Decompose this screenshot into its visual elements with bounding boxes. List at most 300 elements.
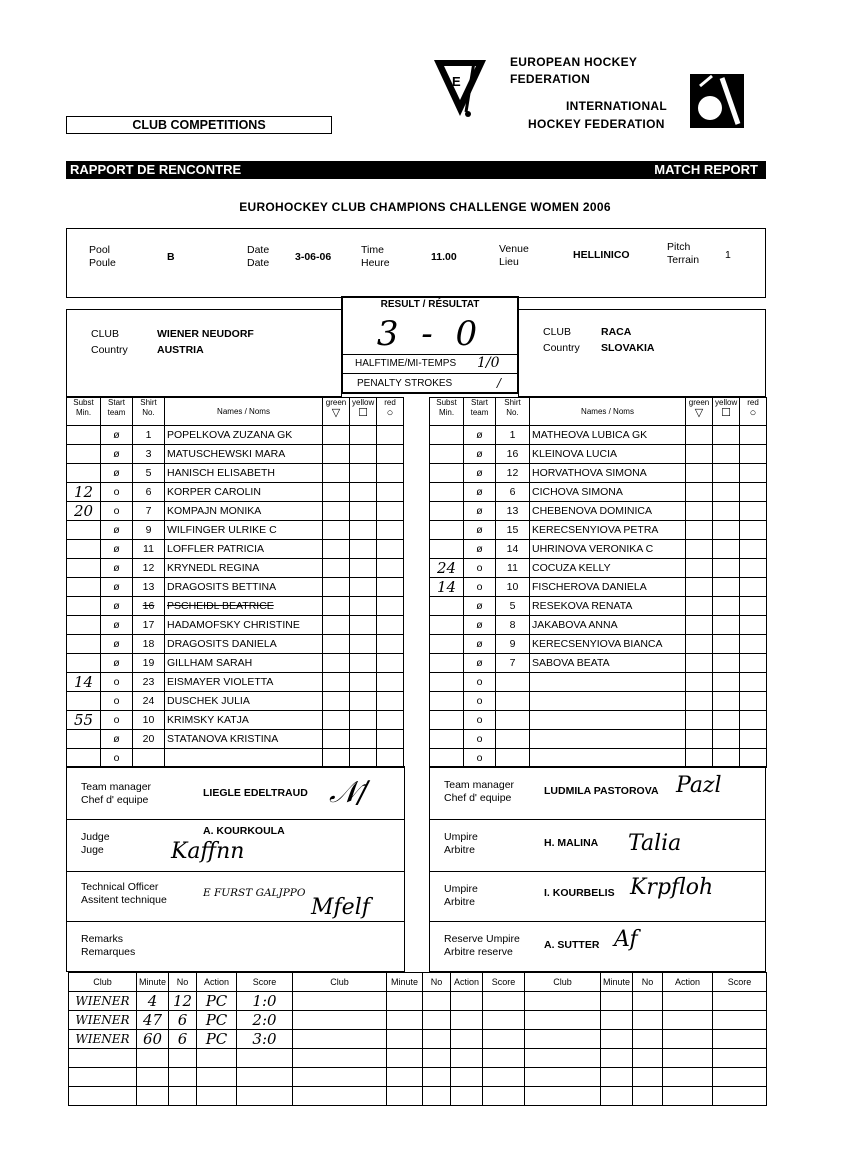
start-header: Start team xyxy=(464,398,496,426)
goal-action-cell xyxy=(197,1087,237,1106)
green-card-cell[interactable] xyxy=(686,730,713,749)
shirt-number: 20 xyxy=(133,730,165,749)
player-name: KRIMSKY KATJA xyxy=(165,711,323,730)
goal-club-cell xyxy=(525,1068,601,1087)
match-info-box xyxy=(66,228,766,298)
subst-minute xyxy=(430,426,464,445)
subst-minute xyxy=(67,426,101,445)
player-name: POPELKOVA ZUZANA GK xyxy=(165,426,323,445)
table-row xyxy=(430,711,767,730)
goal-action-cell xyxy=(451,1011,483,1030)
green-card-cell[interactable] xyxy=(323,502,350,521)
table-row xyxy=(67,730,404,749)
goal-no-cell xyxy=(169,1087,197,1106)
goal-action-cell xyxy=(197,1049,237,1068)
technical-officer-signature: Mfelf xyxy=(311,895,370,920)
names-header: Names / Noms xyxy=(165,398,323,426)
goal-club-cell xyxy=(525,992,601,1011)
subst-minute xyxy=(67,464,101,483)
goal-minute-cell xyxy=(601,1068,633,1087)
goal-row xyxy=(69,992,767,1011)
shirt-number: 13 xyxy=(496,502,530,521)
goal-row xyxy=(69,1030,767,1049)
club-competitions-label: CLUB COMPETITIONS xyxy=(66,116,332,134)
subst-minute xyxy=(430,673,464,692)
goal-club-cell xyxy=(293,1011,387,1030)
goal-score-cell xyxy=(713,1011,767,1030)
rapport-label: RAPPORT DE RENCONTRE xyxy=(70,162,242,177)
subst-minute: 24 xyxy=(430,559,464,578)
player-name: WILFINGER ULRIKE C xyxy=(165,521,323,540)
goal-score-cell xyxy=(483,1030,525,1049)
red-card-cell[interactable] xyxy=(377,597,404,616)
goal-club-cell xyxy=(69,1068,137,1087)
goal-action-cell: PC xyxy=(197,992,237,1011)
red-card-cell[interactable] xyxy=(740,616,767,635)
shirt-number xyxy=(133,749,165,768)
green-card-cell[interactable] xyxy=(323,692,350,711)
red-card-cell[interactable] xyxy=(377,445,404,464)
red-card-cell[interactable] xyxy=(740,445,767,464)
table-row xyxy=(67,673,404,692)
shirt-number: 13 xyxy=(133,578,165,597)
player-name: FISCHEROVA DANIELA xyxy=(530,578,686,597)
yellow-card-cell[interactable] xyxy=(350,426,377,445)
shirt-number xyxy=(496,692,530,711)
umpire2-value: I. KOURBELIS xyxy=(544,887,615,899)
green-card-cell[interactable] xyxy=(686,635,713,654)
yellow-card-cell[interactable] xyxy=(713,426,740,445)
start-team-mark: ø xyxy=(101,578,133,597)
red-card-cell[interactable] xyxy=(377,749,404,768)
goal-score-cell xyxy=(483,1011,525,1030)
yellow-card-cell[interactable] xyxy=(350,711,377,730)
green-card-cell[interactable] xyxy=(686,616,713,635)
time-value: 11.00 xyxy=(431,251,457,263)
player-name xyxy=(165,749,323,768)
start-team-mark: ø xyxy=(464,445,496,464)
subst-minute xyxy=(67,540,101,559)
player-name: RESEKOVA RENATA xyxy=(530,597,686,616)
red-card-cell[interactable] xyxy=(740,635,767,654)
table-row xyxy=(430,521,767,540)
subst-minute xyxy=(67,635,101,654)
goal-minute-cell xyxy=(601,1087,633,1106)
subst-minute xyxy=(67,654,101,673)
red-card-cell[interactable] xyxy=(740,502,767,521)
player-name xyxy=(530,711,686,730)
green-card-cell[interactable] xyxy=(323,559,350,578)
goal-club-cell xyxy=(293,1068,387,1087)
pool-value: B xyxy=(167,251,175,263)
yellow-card-cell[interactable] xyxy=(350,597,377,616)
yellow-card-cell[interactable] xyxy=(713,464,740,483)
yellow-card-cell[interactable] xyxy=(713,540,740,559)
yellow-card-cell[interactable] xyxy=(350,635,377,654)
goal-club-cell xyxy=(293,992,387,1011)
judge-signature: Kaffnn xyxy=(171,839,245,864)
green-card-cell[interactable] xyxy=(323,426,350,445)
red-card-cell[interactable] xyxy=(377,578,404,597)
start-team-mark: o xyxy=(464,711,496,730)
player-name: KERECSENYIOVA BIANCA xyxy=(530,635,686,654)
red-card-cell[interactable] xyxy=(740,654,767,673)
red-card-cell[interactable] xyxy=(740,483,767,502)
goal-no-cell xyxy=(633,1049,663,1068)
yellow-card-cell[interactable] xyxy=(350,749,377,768)
green-card-cell[interactable] xyxy=(686,673,713,692)
fih-name-line1: INTERNATIONAL xyxy=(566,99,668,113)
subst-minute xyxy=(430,654,464,673)
goal-action-cell xyxy=(663,1068,713,1087)
yellow-card-cell[interactable] xyxy=(713,445,740,464)
yellow-card-cell[interactable] xyxy=(350,616,377,635)
goals-header-score: Score xyxy=(237,973,293,992)
goal-action-cell: PC xyxy=(197,1030,237,1049)
yellow-card-cell[interactable] xyxy=(350,578,377,597)
red-card-cell[interactable] xyxy=(377,673,404,692)
player-name: EISMAYER VIOLETTA xyxy=(165,673,323,692)
red-card-cell[interactable] xyxy=(377,502,404,521)
shirt-number: 11 xyxy=(133,540,165,559)
player-name: CICHOVA SIMONA xyxy=(530,483,686,502)
table-row xyxy=(67,749,404,768)
start-team-mark: o xyxy=(101,711,133,730)
subst-minute xyxy=(430,445,464,464)
red-card-cell[interactable] xyxy=(377,540,404,559)
technical-officer-label: Technical Officer Assitent technique xyxy=(81,881,167,906)
subst-minute xyxy=(67,578,101,597)
goal-minute-cell: 4 xyxy=(137,992,169,1011)
yellow-card-cell[interactable] xyxy=(350,730,377,749)
subst-minute xyxy=(67,559,101,578)
home-manager-signature: 𝒩/ xyxy=(329,775,368,810)
table-row xyxy=(67,578,404,597)
yellow-card-cell[interactable] xyxy=(713,673,740,692)
table-row xyxy=(430,540,767,559)
yellow-card-cell[interactable] xyxy=(713,711,740,730)
green-card-cell[interactable] xyxy=(686,426,713,445)
away-country-label: Country xyxy=(543,342,580,354)
green-card-cell[interactable] xyxy=(323,730,350,749)
goal-minute-cell xyxy=(387,1030,423,1049)
away-team-box xyxy=(518,309,766,397)
red-card-cell[interactable] xyxy=(377,616,404,635)
red-card-cell[interactable] xyxy=(377,521,404,540)
green-card-cell[interactable] xyxy=(686,445,713,464)
shirt-number: 16 xyxy=(496,445,530,464)
red-card-cell[interactable] xyxy=(740,692,767,711)
away-country-value: SLOVAKIA xyxy=(601,342,655,354)
home-players-table xyxy=(66,397,404,768)
green-card-cell[interactable] xyxy=(686,521,713,540)
home-club-label: CLUB xyxy=(91,328,120,340)
subst-minute xyxy=(430,692,464,711)
green-card-cell[interactable] xyxy=(686,711,713,730)
player-name: STATANOVA KRISTINA xyxy=(165,730,323,749)
goal-score-cell xyxy=(483,1087,525,1106)
goals-header-no: No xyxy=(423,973,451,992)
fih-name-line2: HOCKEY FEDERATION xyxy=(528,117,665,131)
green-card-cell[interactable] xyxy=(686,502,713,521)
green-card-cell[interactable] xyxy=(686,749,713,768)
yellow-card-cell[interactable] xyxy=(713,502,740,521)
subst-minute xyxy=(430,521,464,540)
start-team-mark: ø xyxy=(101,464,133,483)
yellow-card-cell[interactable] xyxy=(350,445,377,464)
pitch-value: 1 xyxy=(725,249,731,261)
goal-score-cell xyxy=(483,1068,525,1087)
start-team-mark: o xyxy=(464,749,496,768)
goal-action-cell xyxy=(451,1049,483,1068)
player-name: MATUSCHEWSKI MARA xyxy=(165,445,323,464)
goal-minute-cell xyxy=(601,992,633,1011)
red-card-cell[interactable] xyxy=(377,559,404,578)
shirt-number: 1 xyxy=(496,426,530,445)
green-card-cell[interactable] xyxy=(686,654,713,673)
goal-minute-cell xyxy=(601,1030,633,1049)
yellow-card-header: yellow ☐ xyxy=(350,398,377,426)
judge-label: Judge Juge xyxy=(81,831,110,856)
fih-logo xyxy=(688,72,746,130)
green-card-cell[interactable] xyxy=(323,445,350,464)
table-row xyxy=(67,445,404,464)
subst-minute xyxy=(430,635,464,654)
goal-club-cell: WIENER xyxy=(69,992,137,1011)
yellow-card-cell[interactable] xyxy=(350,673,377,692)
red-card-header: red ○ xyxy=(740,398,767,426)
judge-value: A. KOURKOULA xyxy=(203,825,285,837)
shirt-header: Shirt No. xyxy=(496,398,530,426)
goal-no-cell xyxy=(633,1087,663,1106)
player-name: KORPER CAROLIN xyxy=(165,483,323,502)
shirt-number: 24 xyxy=(133,692,165,711)
table-row xyxy=(430,616,767,635)
player-name: HADAMOFSKY CHRISTINE xyxy=(165,616,323,635)
umpire1-label: Umpire Arbitre xyxy=(444,831,478,856)
shirt-number: 10 xyxy=(496,578,530,597)
green-card-cell[interactable] xyxy=(323,521,350,540)
table-row xyxy=(67,464,404,483)
goal-score-cell xyxy=(237,1068,293,1087)
goal-no-cell xyxy=(423,1087,451,1106)
yellow-card-cell[interactable] xyxy=(713,597,740,616)
yellow-card-cell[interactable] xyxy=(713,483,740,502)
yellow-card-cell[interactable] xyxy=(713,559,740,578)
start-team-mark: ø xyxy=(101,540,133,559)
subst-minute xyxy=(430,483,464,502)
table-row xyxy=(430,654,767,673)
goals-header-minute: Minute xyxy=(137,973,169,992)
green-card-cell[interactable] xyxy=(323,673,350,692)
goal-no-cell xyxy=(423,1011,451,1030)
red-card-cell[interactable] xyxy=(377,730,404,749)
reserve-umpire-value: A. SUTTER xyxy=(544,939,600,951)
yellow-card-cell[interactable] xyxy=(350,483,377,502)
goals-header-club: Club xyxy=(293,973,387,992)
red-card-cell[interactable] xyxy=(377,654,404,673)
goal-row xyxy=(69,1011,767,1030)
goal-action-cell xyxy=(663,1011,713,1030)
yellow-card-cell[interactable] xyxy=(713,730,740,749)
green-card-cell[interactable] xyxy=(323,597,350,616)
red-card-cell[interactable] xyxy=(377,483,404,502)
red-card-cell[interactable] xyxy=(740,559,767,578)
goal-row xyxy=(69,1068,767,1087)
technical-officer-value: E FURST GALJPPO xyxy=(203,887,306,899)
player-name: KLEINOVA LUCIA xyxy=(530,445,686,464)
green-card-cell[interactable] xyxy=(323,578,350,597)
green-card-cell[interactable] xyxy=(323,616,350,635)
yellow-card-cell[interactable] xyxy=(350,464,377,483)
yellow-card-cell[interactable] xyxy=(713,692,740,711)
result-box xyxy=(341,296,519,394)
start-team-mark: ø xyxy=(101,426,133,445)
red-card-cell[interactable] xyxy=(377,692,404,711)
green-card-cell[interactable] xyxy=(323,749,350,768)
goal-club-cell xyxy=(293,1030,387,1049)
goal-score-cell xyxy=(713,1068,767,1087)
yellow-card-cell[interactable] xyxy=(350,521,377,540)
start-team-mark: ø xyxy=(101,559,133,578)
red-card-cell[interactable] xyxy=(740,673,767,692)
yellow-card-cell[interactable] xyxy=(713,521,740,540)
red-card-cell[interactable] xyxy=(377,426,404,445)
player-name: HORVATHOVA SIMONA xyxy=(530,464,686,483)
green-card-cell[interactable] xyxy=(686,578,713,597)
red-card-cell[interactable] xyxy=(740,597,767,616)
subst-minute xyxy=(67,730,101,749)
halftime-label: HALFTIME/MI-TEMPS xyxy=(355,358,457,369)
table-row xyxy=(67,502,404,521)
start-team-mark: ø xyxy=(464,616,496,635)
goal-club-cell xyxy=(525,1011,601,1030)
goal-no-cell xyxy=(633,1030,663,1049)
red-card-cell[interactable] xyxy=(740,464,767,483)
red-card-cell[interactable] xyxy=(740,578,767,597)
table-row xyxy=(67,654,404,673)
shirt-number: 15 xyxy=(496,521,530,540)
remarks-label: Remarks Remarques xyxy=(81,933,136,958)
names-header: Names / Noms xyxy=(530,398,686,426)
table-row xyxy=(67,559,404,578)
red-card-cell[interactable] xyxy=(740,540,767,559)
green-card-cell[interactable] xyxy=(323,711,350,730)
reserve-umpire-signature: Af xyxy=(614,927,638,952)
yellow-card-cell[interactable] xyxy=(713,654,740,673)
goals-header-minute: Minute xyxy=(601,973,633,992)
red-card-cell[interactable] xyxy=(377,635,404,654)
umpire1-value: H. MALINA xyxy=(544,837,599,849)
table-row xyxy=(430,502,767,521)
green-card-cell[interactable] xyxy=(686,597,713,616)
goals-header-no: No xyxy=(633,973,663,992)
competition-title: EUROHOCKEY CLUB CHAMPIONS CHALLENGE WOMEN 2006 xyxy=(239,200,611,214)
green-card-cell[interactable] xyxy=(323,654,350,673)
yellow-card-cell[interactable] xyxy=(350,502,377,521)
pool-label: Pool Poule xyxy=(89,244,116,269)
red-card-cell[interactable] xyxy=(740,426,767,445)
green-card-cell[interactable] xyxy=(686,483,713,502)
start-team-mark: ø xyxy=(464,426,496,445)
red-card-cell[interactable] xyxy=(740,711,767,730)
red-card-cell[interactable] xyxy=(740,749,767,768)
goal-score-cell: 2:0 xyxy=(237,1011,293,1030)
green-card-cell[interactable] xyxy=(686,559,713,578)
subst-minute: 55 xyxy=(67,711,101,730)
shirt-number: 6 xyxy=(496,483,530,502)
goal-score-cell xyxy=(237,1087,293,1106)
ehf-name-line1: EUROPEAN HOCKEY xyxy=(510,55,638,69)
green-card-cell[interactable] xyxy=(686,464,713,483)
player-name: JAKABOVA ANNA xyxy=(530,616,686,635)
subst-minute xyxy=(67,445,101,464)
away-club-label: CLUB xyxy=(543,326,572,338)
green-card-cell[interactable] xyxy=(686,540,713,559)
table-row xyxy=(430,673,767,692)
red-card-cell[interactable] xyxy=(377,464,404,483)
table-row xyxy=(430,426,767,445)
shirt-number: 3 xyxy=(133,445,165,464)
yellow-card-cell[interactable] xyxy=(713,749,740,768)
start-team-mark: ø xyxy=(464,635,496,654)
home-team-box xyxy=(66,309,342,397)
start-team-mark: o xyxy=(101,749,133,768)
shirt-number xyxy=(496,711,530,730)
away-manager-signature: Pazl xyxy=(676,773,722,798)
halftime-value: 1/0 xyxy=(477,355,500,371)
reserve-umpire-label: Reserve Umpire Arbitre reserve xyxy=(444,933,520,958)
start-team-mark: ø xyxy=(464,654,496,673)
halftime-row xyxy=(343,354,517,374)
yellow-card-cell[interactable] xyxy=(713,635,740,654)
shirt-number: 10 xyxy=(133,711,165,730)
red-card-cell[interactable] xyxy=(740,521,767,540)
green-card-cell[interactable] xyxy=(323,540,350,559)
yellow-card-cell[interactable] xyxy=(350,692,377,711)
red-card-cell[interactable] xyxy=(740,730,767,749)
shirt-number: 11 xyxy=(496,559,530,578)
goal-club-cell xyxy=(293,1087,387,1106)
green-card-cell[interactable] xyxy=(323,464,350,483)
start-team-mark: o xyxy=(101,502,133,521)
green-card-cell[interactable] xyxy=(686,692,713,711)
start-header: Start team xyxy=(101,398,133,426)
start-team-mark: ø xyxy=(464,464,496,483)
green-card-cell[interactable] xyxy=(323,483,350,502)
goal-no-cell xyxy=(423,1068,451,1087)
player-name: SABOVA BEATA xyxy=(530,654,686,673)
goals-header-score: Score xyxy=(483,973,525,992)
subst-minute xyxy=(67,749,101,768)
yellow-card-cell[interactable] xyxy=(350,540,377,559)
yellow-card-cell[interactable] xyxy=(713,616,740,635)
away-manager-label: Team manager Chef d' equipe xyxy=(444,779,515,804)
home-manager-value: LIEGLE EDELTRAUD xyxy=(203,787,308,799)
red-card-cell[interactable] xyxy=(377,711,404,730)
report-title-bar xyxy=(66,161,766,179)
subst-minute: 14 xyxy=(67,673,101,692)
yellow-card-cell[interactable] xyxy=(350,559,377,578)
yellow-card-cell[interactable] xyxy=(713,578,740,597)
table-row xyxy=(67,692,404,711)
green-card-cell[interactable] xyxy=(323,635,350,654)
subst-minute xyxy=(430,711,464,730)
yellow-card-cell[interactable] xyxy=(350,654,377,673)
green-card-header: green ▽ xyxy=(686,398,713,426)
shirt-number xyxy=(496,749,530,768)
goal-club-cell: WIENER xyxy=(69,1011,137,1030)
